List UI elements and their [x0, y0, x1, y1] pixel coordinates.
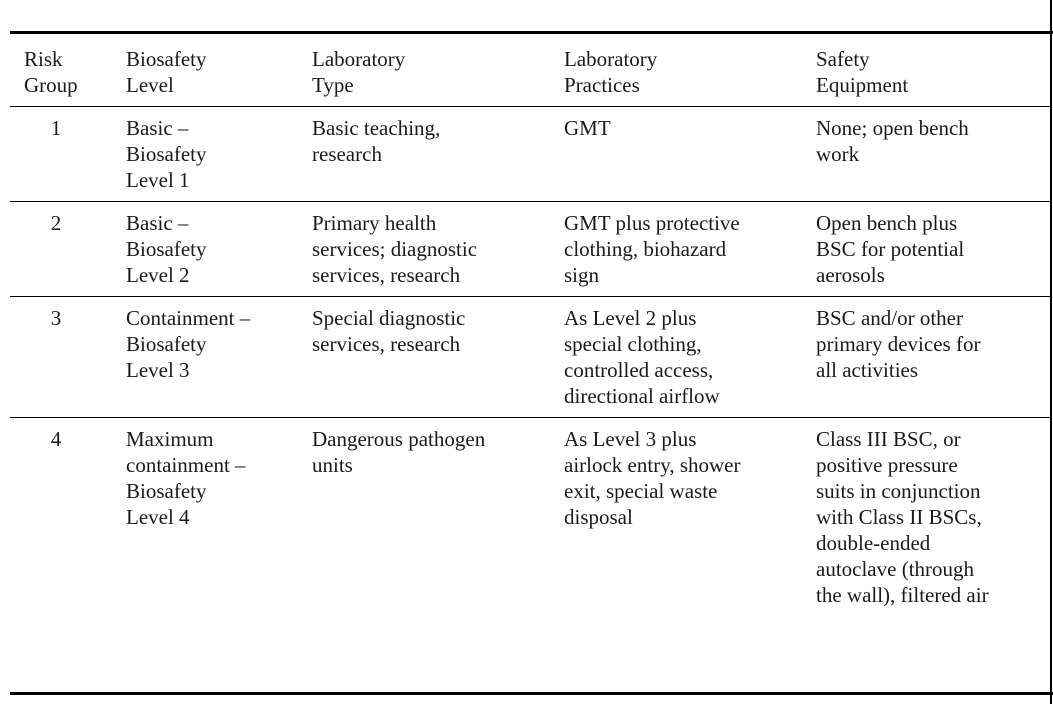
table-row — [10, 202, 1050, 297]
header-biosafety-level: Biosafety Level — [126, 47, 207, 97]
page-edge-rule — [1050, 0, 1052, 704]
lab-practices-cell: GMT — [564, 116, 611, 140]
table-row — [10, 297, 1050, 418]
table-bottom-rule — [10, 692, 1053, 695]
biosafety-level-cell: Maximum containment – Biosafety Level 4 — [126, 427, 246, 529]
risk-group-cell: 1 — [50, 116, 62, 140]
header-laboratory-practices: Laboratory Practices — [564, 47, 658, 97]
biosafety-table — [10, 34, 1050, 616]
header-laboratory-type: Laboratory Type — [312, 47, 406, 97]
safety-equipment-cell: Class III BSC, or positive pressure suits in conjunction with Class II BSCs, double-ended autoclave (through the wall), filtered air — [816, 427, 989, 607]
risk-group-cell: 3 — [50, 306, 62, 330]
biosafety-level-cell: Basic – Biosafety Level 2 — [126, 211, 207, 287]
risk-group-cell: 2 — [50, 211, 62, 235]
lab-type-cell: Primary health services; diagnostic services, research — [312, 211, 478, 287]
lab-type-cell: Special diagnostic services, research — [312, 306, 466, 356]
table-row — [10, 418, 1050, 616]
table-row — [10, 107, 1050, 202]
lab-practices-cell: As Level 2 plus special clothing, controlled access, directional airflow — [564, 306, 720, 408]
table-header-row — [10, 34, 1050, 107]
lab-type-cell: Dangerous pathogen units — [312, 427, 486, 477]
header-safety-equipment: Safety Equipment — [816, 47, 909, 97]
lab-practices-cell: As Level 3 plus airlock entry, shower exit, special waste disposal — [564, 427, 741, 529]
safety-equipment-cell: BSC and/or other primary devices for all activities — [816, 306, 981, 382]
safety-equipment-cell: Open bench plus BSC for potential aerosols — [816, 211, 965, 287]
safety-equipment-cell: None; open bench work — [816, 116, 969, 166]
biosafety-level-cell: Containment – Biosafety Level 3 — [126, 306, 251, 382]
risk-group-cell: 4 — [50, 427, 62, 451]
header-risk-group: Risk Group — [24, 47, 78, 97]
lab-type-cell: Basic teaching, research — [312, 116, 441, 166]
lab-practices-cell: GMT plus protective clothing, biohazard sign — [564, 211, 740, 287]
biosafety-level-cell: Basic – Biosafety Level 1 — [126, 116, 207, 192]
